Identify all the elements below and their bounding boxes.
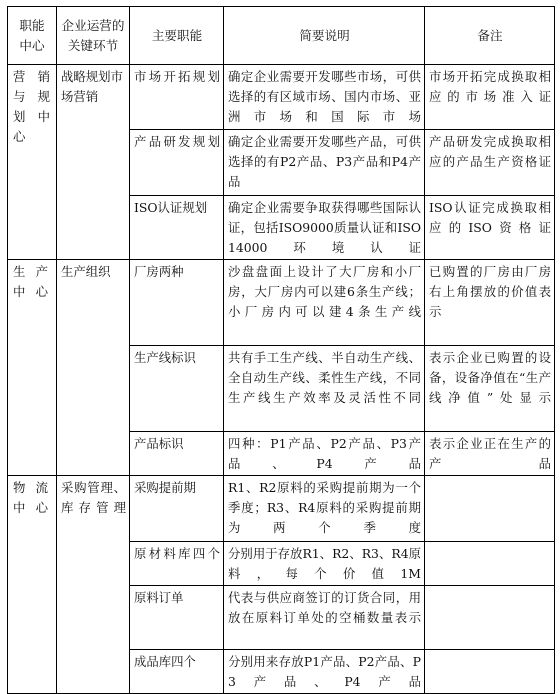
- note-cell: [425, 542, 555, 586]
- function-cell: 生产线标识: [130, 346, 224, 432]
- note-cell: 表示企业正在生产的产品: [425, 432, 555, 476]
- header-center: 职能中心: [8, 7, 57, 65]
- functions-table: [7, 6, 555, 694]
- note-cell: 产品研发完成换取相应的产品生产资格证: [425, 130, 555, 196]
- description-cell: 确定企业需要开发哪些市场，可供选择的有区域市场、国内市场、亚洲市场和国际市场: [224, 65, 425, 130]
- center-cell: 物流中心: [8, 476, 57, 694]
- description-cell: 确定企业需要争取获得哪些国际认证，包括ISO9000质量认证和ISO14000环境认证: [224, 196, 425, 260]
- link-cell: 战略规划市场营销: [57, 65, 130, 260]
- header-note: 备注: [425, 7, 555, 65]
- function-cell: 采购提前期: [130, 476, 224, 542]
- center-cell: 营销与规划中心: [8, 65, 57, 260]
- description-cell: 分别用于存放R1、R2、R3、R4原料，每个价值1M: [224, 542, 425, 586]
- description-cell: R1、R2原料的采购提前期为一个季度；R3、R4原料的采购提前期为两个季度: [224, 476, 425, 542]
- note-cell: 表示企业已购置的设备，设备净值在“生产线净值”处显示: [425, 346, 555, 432]
- description-cell: 共有手工生产线、半自动生产线、全自动生产线、柔性生产线，不同生产线生产效率及灵活性不同: [224, 346, 425, 432]
- note-cell: 已购置的厂房由厂房右上角摆放的价值表示: [425, 260, 555, 346]
- function-cell: ISO认证规划: [130, 196, 224, 260]
- description-cell: 四种：P1产品、P2产品、P3产品、P4产品: [224, 432, 425, 476]
- function-cell: 产品标识: [130, 432, 224, 476]
- description-cell: 确定企业需要开发哪些产品，可供选择的有P2产品、P3产品和P4产品: [224, 130, 425, 196]
- function-cell: 原料订单: [130, 586, 224, 650]
- table-row: [8, 65, 555, 130]
- header-link: 企业运营的关键环节: [57, 7, 130, 65]
- description-cell: 代表与供应商签订的订货合同，用放在原料订单处的空桶数量表示: [224, 586, 425, 650]
- table-row: [8, 260, 555, 346]
- header-row: [8, 7, 555, 65]
- center-cell: 生产中心: [8, 260, 57, 476]
- link-cell: 采购管理、库存管理: [57, 476, 130, 694]
- note-cell: [425, 650, 555, 694]
- note-cell: 市场开拓完成换取相应的市场准入证: [425, 65, 555, 130]
- link-cell: 生产组织: [57, 260, 130, 476]
- function-cell: 原材料库四个: [130, 542, 224, 586]
- header-function: 主要职能: [130, 7, 224, 65]
- description-cell: 分别用来存放P1产品、P2产品、P3产品、P4产品: [224, 650, 425, 694]
- function-cell: 市场开拓规划: [130, 65, 224, 130]
- function-cell: 厂房两种: [130, 260, 224, 346]
- description-cell: 沙盘盘面上设计了大厂房和小厂房，大厂房内可以建6条生产线；小厂房内可以建4条生产线: [224, 260, 425, 346]
- table-row: [8, 476, 555, 542]
- function-cell: 产品研发规划: [130, 130, 224, 196]
- function-cell: 成品库四个: [130, 650, 224, 694]
- note-cell: [425, 586, 555, 650]
- header-description: 简要说明: [224, 7, 425, 65]
- note-cell: [425, 476, 555, 542]
- note-cell: ISO认证完成换取相应的ISO资格证: [425, 196, 555, 260]
